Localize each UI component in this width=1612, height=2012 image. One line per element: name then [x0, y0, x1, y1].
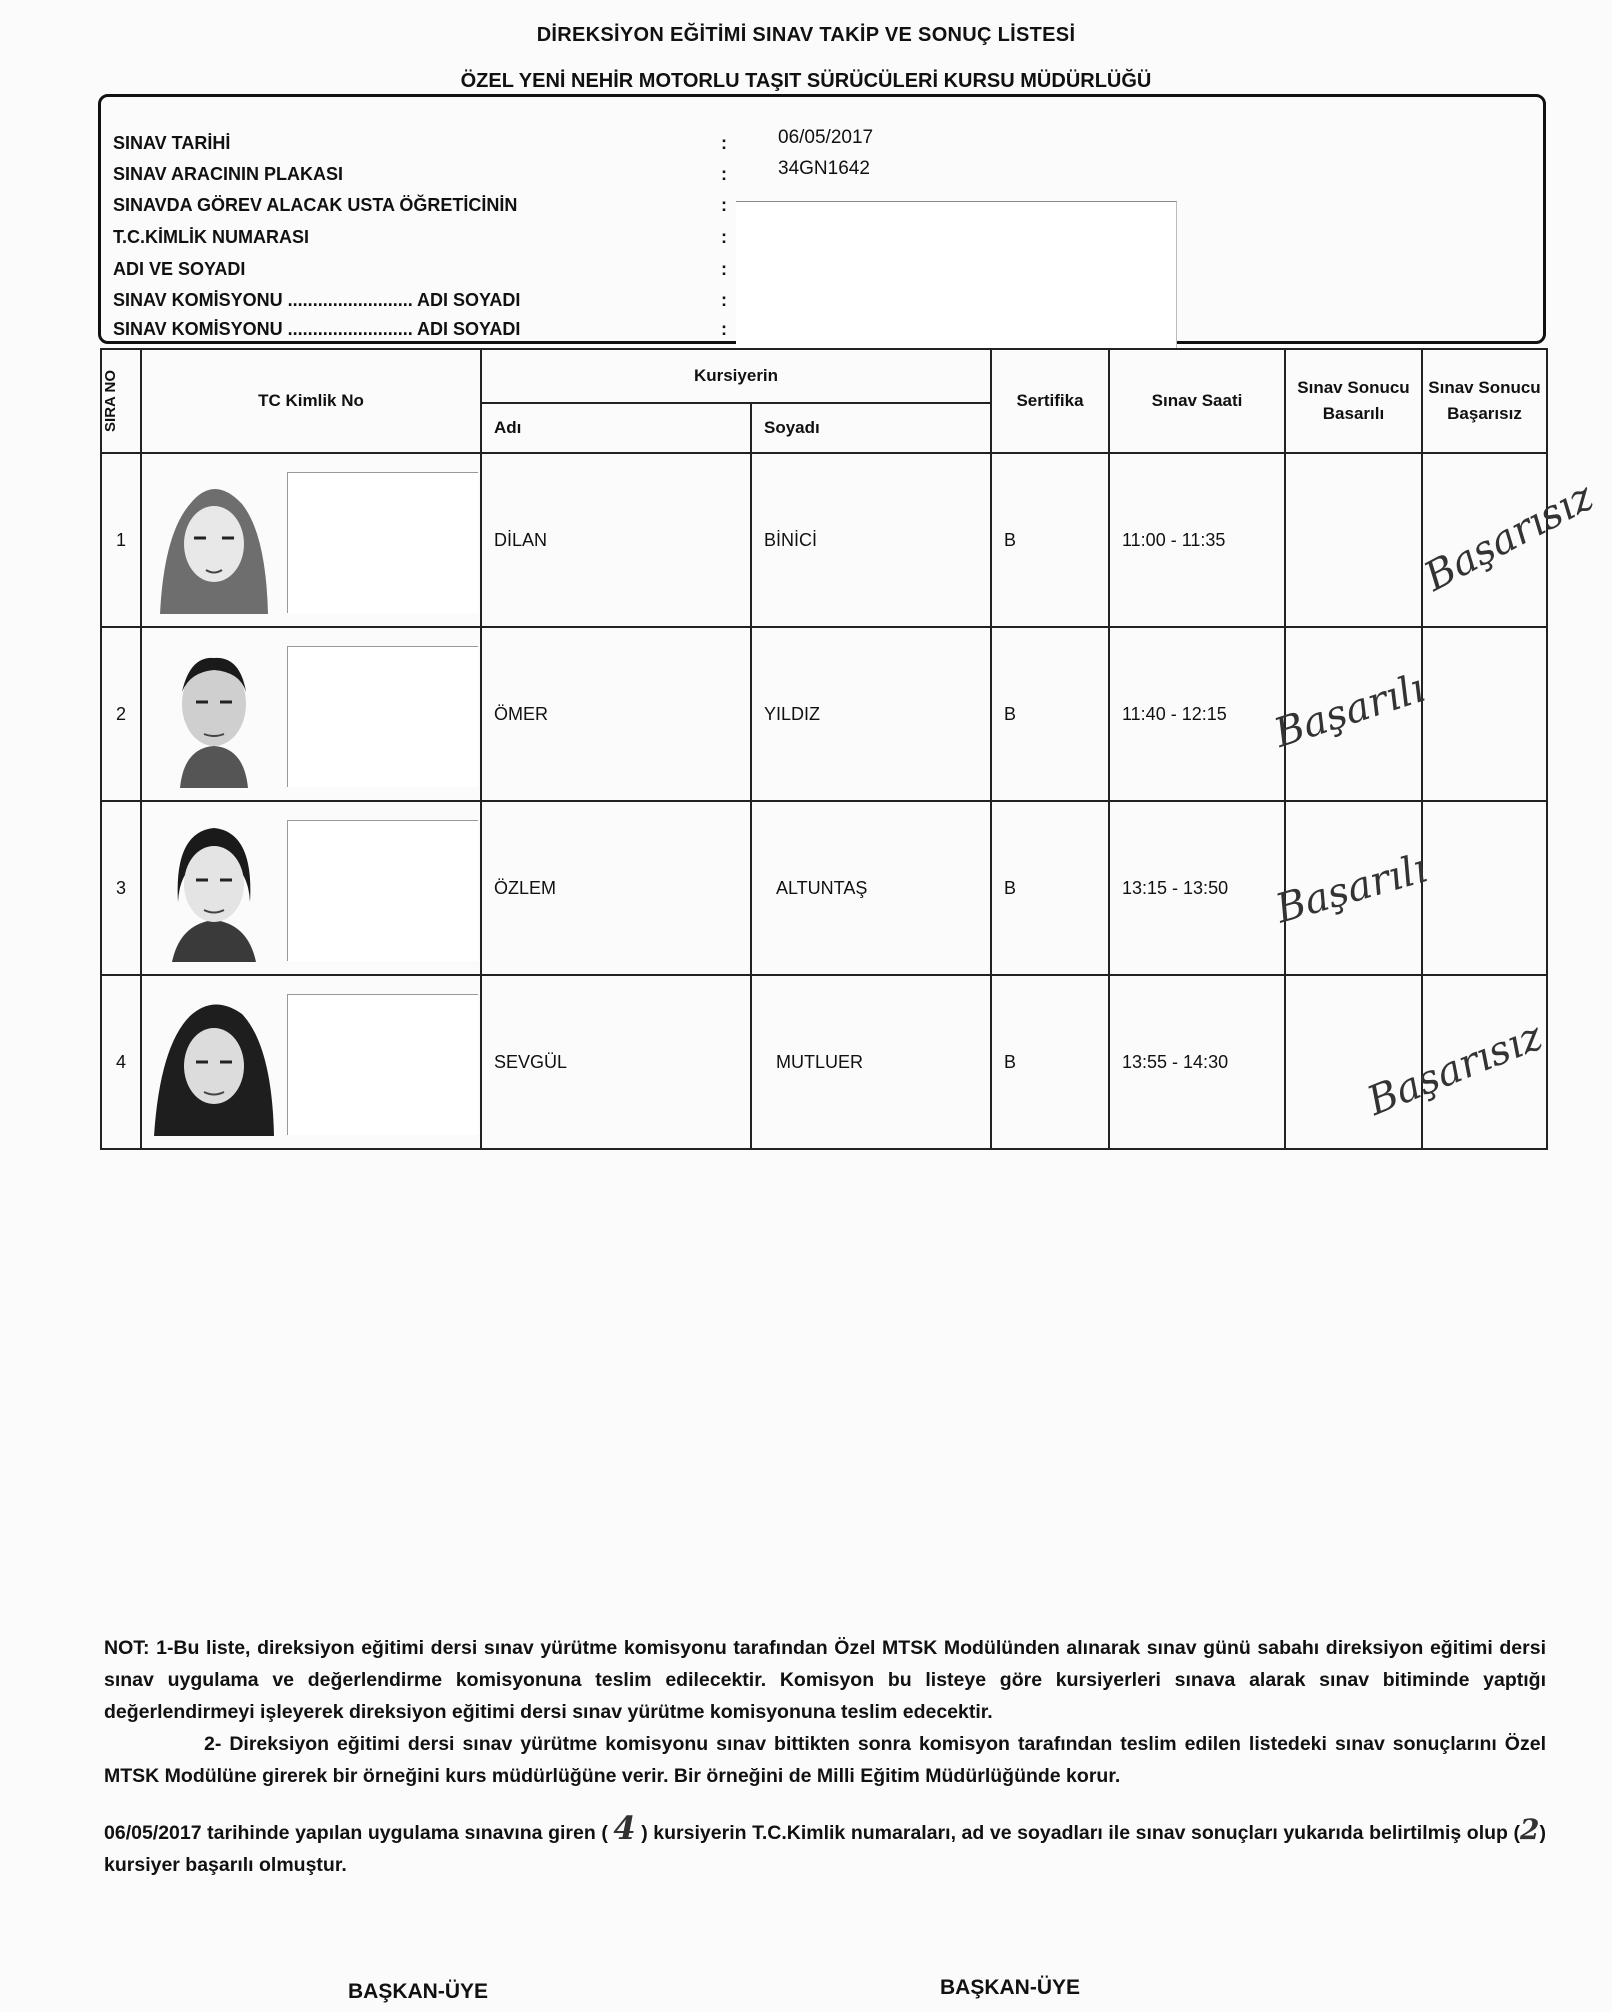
- tc-redacted: [287, 820, 478, 961]
- row-number: 4: [101, 975, 141, 1149]
- info-value-date: 06/05/2017: [778, 127, 874, 148]
- result-fail-handwritten: Başarısız: [1361, 1013, 1549, 1125]
- header-tc: TC Kimlik No: [141, 349, 481, 453]
- certificate: B: [991, 453, 1109, 627]
- result-fail: [1422, 627, 1547, 801]
- note-summary: [104, 1809, 1546, 1881]
- tc-redacted: [287, 646, 478, 787]
- info-colon: :: [721, 195, 727, 215]
- header-saat: Sınav Saati: [1109, 349, 1285, 453]
- exam-time: 13:15 - 13:50: [1109, 801, 1285, 975]
- note-paragraph-2: 2- Direksiyon eğitimi dersi sınav yürütme komisyonu sınav bittikten sonra komisyon tarafından teslim edilen listedeki sınav sonuçlarını Özel MTSK Modülüne girerek bir örneğini kurs müdürlüğüne verir. Bir örneğini de Milli Eğitim Müdürlüğünde korur.: [104, 1733, 1546, 1787]
- summary-count-handwritten: 4: [613, 1809, 636, 1847]
- result-fail-cell: [1361, 975, 1549, 1149]
- row-number: 1: [101, 453, 141, 627]
- info-label: SINAV ARACININ PLAKASI: [113, 164, 344, 184]
- info-label: SINAV KOMİSYONU ......................... ADI SOYADI: [113, 319, 521, 339]
- info-label: ADI VE SOYADI: [113, 259, 246, 279]
- note-section: [104, 1632, 1546, 1881]
- student-last-name: MUTLUER: [751, 975, 991, 1149]
- info-colon: :: [721, 319, 727, 339]
- summary-passed-handwritten: 2: [1520, 1813, 1540, 1846]
- info-colon: :: [721, 259, 727, 279]
- student-first-name: ÖZLEM: [481, 801, 751, 975]
- result-fail-handwritten: Başarısız: [1416, 473, 1601, 601]
- result-fail: [1422, 801, 1547, 975]
- info-row-date: [113, 127, 1513, 161]
- signature-left: BAŞKAN-ÜYE: [348, 1980, 489, 2003]
- photo-cell: [141, 975, 481, 1149]
- exam-time: 11:40 - 12:15: [1109, 627, 1285, 801]
- redacted-area: [736, 201, 1177, 352]
- info-value-plate: 34GN1642: [778, 158, 870, 179]
- certificate: B: [991, 801, 1109, 975]
- result-pass-cell: [1268, 627, 1431, 801]
- header-adi: Adı: [481, 403, 751, 453]
- header-basarisiz: Sınav Sonucu Başarısız: [1422, 349, 1547, 453]
- certificate: B: [991, 627, 1109, 801]
- info-colon: :: [721, 227, 727, 247]
- photo-cell: [141, 627, 481, 801]
- header-sira: [101, 349, 141, 453]
- row-number: 3: [101, 801, 141, 975]
- student-photo: [150, 986, 278, 1136]
- student-first-name: DİLAN: [481, 453, 751, 627]
- header-sira-label: SIRA NO: [102, 370, 119, 432]
- summary-text-c: ) kursiyer başarılı olmuştur.: [104, 1822, 1546, 1876]
- table-row: [101, 801, 1547, 975]
- results-table: [100, 348, 1601, 1150]
- table-row: [101, 453, 1547, 627]
- table-row: [101, 975, 1547, 1149]
- signature-right: BAŞKAN-ÜYE: [940, 1976, 1081, 1999]
- header-soyadi: Soyadı: [751, 403, 991, 453]
- result-pass: [1285, 975, 1422, 1149]
- photo-cell: [141, 453, 481, 627]
- photo-cell: [141, 801, 481, 975]
- student-first-name: ÖMER: [481, 627, 751, 801]
- student-last-name: YILDIZ: [751, 627, 991, 801]
- info-label: SINAVDA GÖREV ALACAK USTA ÖĞRETİCİNİN: [113, 195, 518, 215]
- info-label: SINAV TARİHİ: [113, 133, 231, 153]
- student-first-name: SEVGÜL: [481, 975, 751, 1149]
- document-subtitle: ÖZEL YENİ NEHİR MOTORLU TAŞIT SÜRÜCÜLERİ KURSU MÜDÜRLÜĞÜ: [460, 70, 1152, 92]
- result-pass-cell: [1270, 801, 1433, 975]
- result-fail-cell: [1416, 453, 1601, 627]
- info-row-plate: [113, 158, 1513, 192]
- student-photo: [150, 812, 278, 962]
- certificate: B: [991, 975, 1109, 1149]
- info-label: T.C.KİMLİK NUMARASI: [113, 227, 309, 247]
- note-paragraph-1: NOT: 1-Bu liste, direksiyon eğitimi dersi sınav yürütme komisyonu tarafından Özel MTSK Modülünden alınarak sınav günü sabahı direksiyon eğitimi dersi sınav uygulama ve değerlendirme komisyonuna teslim edilecektir. Komisyon bu listeye göre kursiyerleri sınava alarak sınav bitiminde yaptığı değerlendirmeyi işleyerek direksiyon eğitimi dersi sınav yürütme komisyonuna teslim edecektir.: [104, 1637, 1546, 1723]
- student-last-name: ALTUNTAŞ: [751, 801, 991, 975]
- header-basarili: Sınav Sonucu Basarılı: [1285, 349, 1422, 453]
- header-kursiyerin: Kursiyerin: [481, 349, 991, 403]
- tc-redacted: [287, 472, 478, 613]
- info-colon: :: [721, 164, 727, 184]
- exam-time: 13:55 - 14:30: [1109, 975, 1285, 1149]
- exam-time: 11:00 - 11:35: [1109, 453, 1285, 627]
- row-number: 2: [101, 627, 141, 801]
- info-label: SINAV KOMİSYONU ......................... ADI SOYADI: [113, 290, 521, 310]
- header-sertifika: Sertifika: [991, 349, 1109, 453]
- table-row: [101, 627, 1547, 801]
- tc-redacted: [287, 994, 478, 1135]
- document-title: DİREKSİYON EĞİTİMİ SINAV TAKİP VE SONUÇ LİSTESİ: [536, 24, 1076, 46]
- result-pass-handwritten: Başarılı: [1268, 665, 1431, 757]
- result-pass: [1285, 453, 1422, 627]
- summary-text-b: ) kursiyerin T.C.Kimlik numaraları, ad ve soyadları ile sınav sonuçları yukarıda belirtilmiş olup (: [641, 1822, 1521, 1844]
- student-last-name: BİNİCİ: [751, 453, 991, 627]
- exam-info-box: [98, 94, 1546, 344]
- student-photo: [150, 464, 278, 614]
- student-photo: [150, 638, 278, 788]
- info-colon: :: [721, 290, 727, 310]
- info-colon: :: [721, 133, 727, 153]
- result-pass-handwritten: Başarılı: [1270, 845, 1433, 933]
- summary-text-a: 06/05/2017 tarihinde yapılan uygulama sınavına giren (: [104, 1822, 608, 1844]
